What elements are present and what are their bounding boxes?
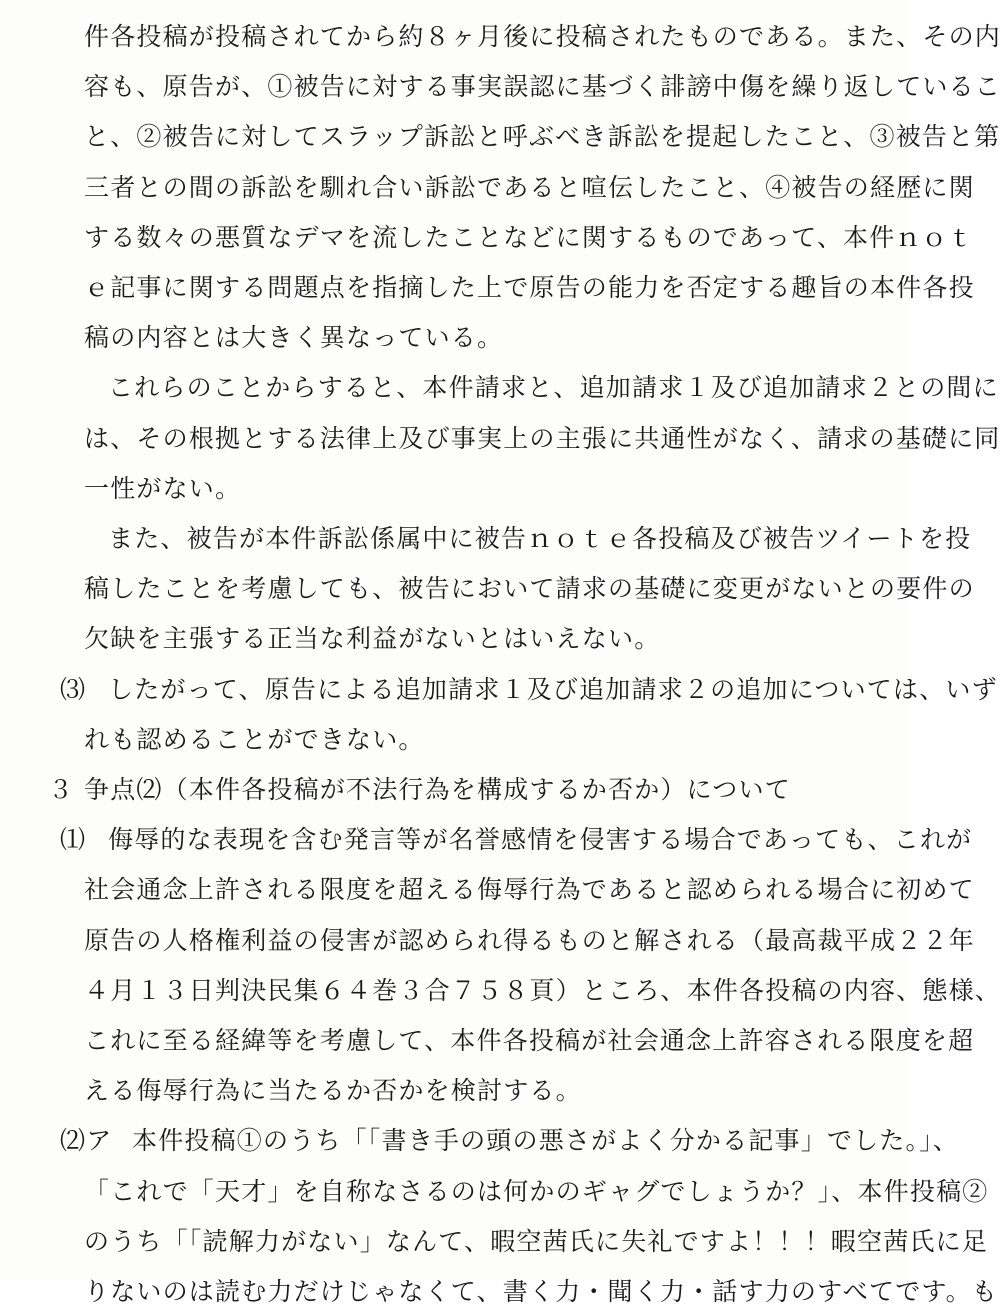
text-line: これに至る経緯等を考慮して、本件各投稿が社会通念上許容される限度を超 (84, 1026, 975, 1055)
text-line: 件各投稿が投稿されてから約８ヶ月後に投稿されたものである。また、その内 (84, 22, 1001, 51)
section-heading: 争点⑵（本件各投稿が不法行為を構成するか否か）について (84, 775, 791, 804)
text-line: 三者との間の訴訟を馴れ合い訴訟であると喧伝したこと、④被告の経歴に関 (84, 172, 975, 202)
text-line: のうち「「読解力がない」なんて、暇空茜氏に失礼ですよ！！！暇空茜氏に足 (84, 1226, 989, 1256)
text-line: える侮辱行為に当たるか否かを検討する。 (84, 1076, 582, 1106)
text-line: 稿したことを考慮しても、被告において請求の基礎に変更がないとの要件の (84, 574, 975, 604)
text-line: したがって、原告による追加請求１及び追加請求２の追加については、いず (108, 674, 998, 704)
text-line: 欠缺を主張する正当な利益がないとはいえない。 (84, 624, 661, 654)
text-line: りないのは読む力だけじゃなくて、書く力・聞く力・話す力のすべてです。も (84, 1277, 999, 1306)
item-marker: ⑴ (60, 825, 87, 855)
text-line: 原告の人格権利益の侵害が認められ得るものと解される（最高裁平成２２年 (84, 925, 975, 955)
text-line: 容も、原告が、①被告に対する事実誤認に基づく誹謗中傷を繰り返しているこ (84, 72, 1001, 102)
text-line: 「これで「天才」を自称なさるのは何かのギャグでしょうか？」、本件投稿② (84, 1176, 989, 1206)
paragraph-start-line: これらのことからすると、本件請求と、追加請求１及び追加請求２との間に (108, 373, 999, 403)
text-line: ｅ記事に関する問題点を指摘した上で原告の能力を否定する趣旨の本件各投 (84, 273, 975, 302)
text-line: する数々の悪質なデマを流したことなどに関するものであって、本件ｎｏｔ (84, 222, 975, 252)
section-number: ３ (48, 775, 75, 804)
text-line: ４月１３日判決民集６４巻３合７５８頁）ところ、本件各投稿の内容、態様、 (84, 975, 1001, 1005)
paragraph-start-line: また、被告が本件訴訟係属中に被告ｎｏｔｅ各投稿及び被告ツイートを投 (108, 524, 972, 553)
item-marker: ⑵ア (60, 1126, 113, 1156)
text-line: 侮辱的な表現を含む発言等が名誉感情を侵害する場合であっても、これが (108, 825, 973, 855)
text-line: 本件投稿①のうち「「書き手の頭の悪さがよく分かる記事」でした。」、 (132, 1126, 960, 1156)
text-line: 稿の内容とは大きく異なっている。 (84, 323, 504, 353)
text-line: れも認めることができない。 (84, 724, 425, 754)
item-marker: ⑶ (60, 674, 87, 704)
text-line: 一性がない。 (84, 473, 242, 503)
text-line: と、②被告に対してスラップ訴訟と呼ぶべき訴訟を提起したこと、③被告と第 (84, 122, 1001, 152)
text-line: は、その根拠とする法律上及び事実上の主張に共通性がなく、請求の基礎に同 (84, 423, 1001, 453)
text-line: 社会通念上許される限度を超える侮辱行為であると認められる場合に初めて (84, 875, 975, 905)
